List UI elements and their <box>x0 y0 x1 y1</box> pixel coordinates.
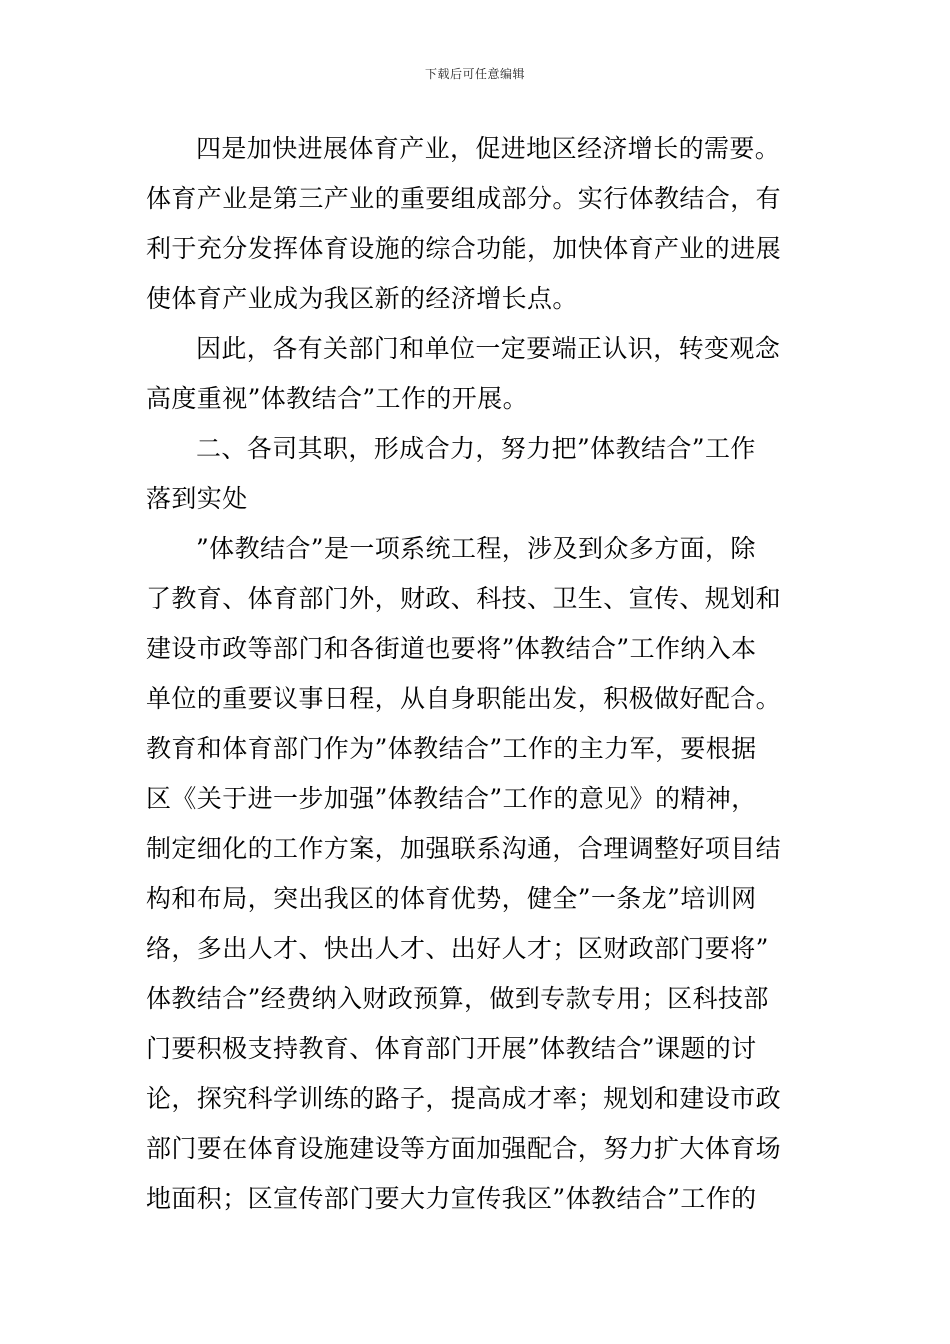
section-heading: 落到实处 <box>146 484 248 513</box>
text-line: 论，探究科学训练的路子，提高成才率；规划和建设市政 <box>146 1084 782 1113</box>
text-line: 单位的重要议事日程，从自身职能出发，积极做好配合。 <box>146 684 782 713</box>
text-line: 络，多出人才、快出人才、出好人才；区财政部门要将” <box>146 934 769 963</box>
text-line: 体教结合”经费纳入财政预算，做到专款专用；区科技部 <box>146 984 769 1013</box>
text-line: 建设市政等部门和各街道也要将”体教结合”工作纳入本 <box>146 634 757 663</box>
text-line: 体育产业是第三产业的重要组成部分。实行体教结合，有 <box>146 184 782 213</box>
text-line: 门要积极支持教育、体育部门开展”体教结合”课题的讨 <box>146 1034 757 1063</box>
text-line: 高度重视”体教结合”工作的开展。 <box>146 384 528 413</box>
text-line: 部门要在体育设施建设等方面加强配合，努力扩大体育场 <box>146 1134 782 1163</box>
text-line: 利于充分发挥体育设施的综合功能，加快体育产业的进展 <box>146 234 782 263</box>
text-line: 地面积；区宣传部门要大力宣传我区”体教结合”工作的 <box>146 1184 757 1213</box>
text-line: 构和布局，突出我区的体育优势，健全”一条龙”培训网 <box>146 884 757 913</box>
body-text <box>146 124 806 1224</box>
text-line: ”体教结合”是一项系统工程，涉及到众多方面，除 <box>196 534 756 563</box>
text-line: 区《关于进一步加强”体教结合”工作的意见》的精神， <box>146 784 757 813</box>
text-line: 四是加快进展体育产业，促进地区经济增长的需要。 <box>196 134 781 163</box>
text-line: 制定细化的工作方案，加强联系沟通，合理调整好项目结 <box>146 834 782 863</box>
text-line: 因此，各有关部门和单位一定要端正认识，转变观念 <box>196 334 781 363</box>
text-line: 使体育产业成为我区新的经济增长点。 <box>146 284 578 313</box>
text-line: 教育和体育部门作为”体教结合”工作的主力军，要根据 <box>146 734 757 763</box>
header-note: 下载后可任意编辑 <box>424 67 525 81</box>
text-line: 了教育、体育部门外，财政、科技、卫生、宣传、规划和 <box>146 584 782 613</box>
section-heading: 二、各司其职，形成合力，努力把”体教结合”工作 <box>196 434 756 463</box>
